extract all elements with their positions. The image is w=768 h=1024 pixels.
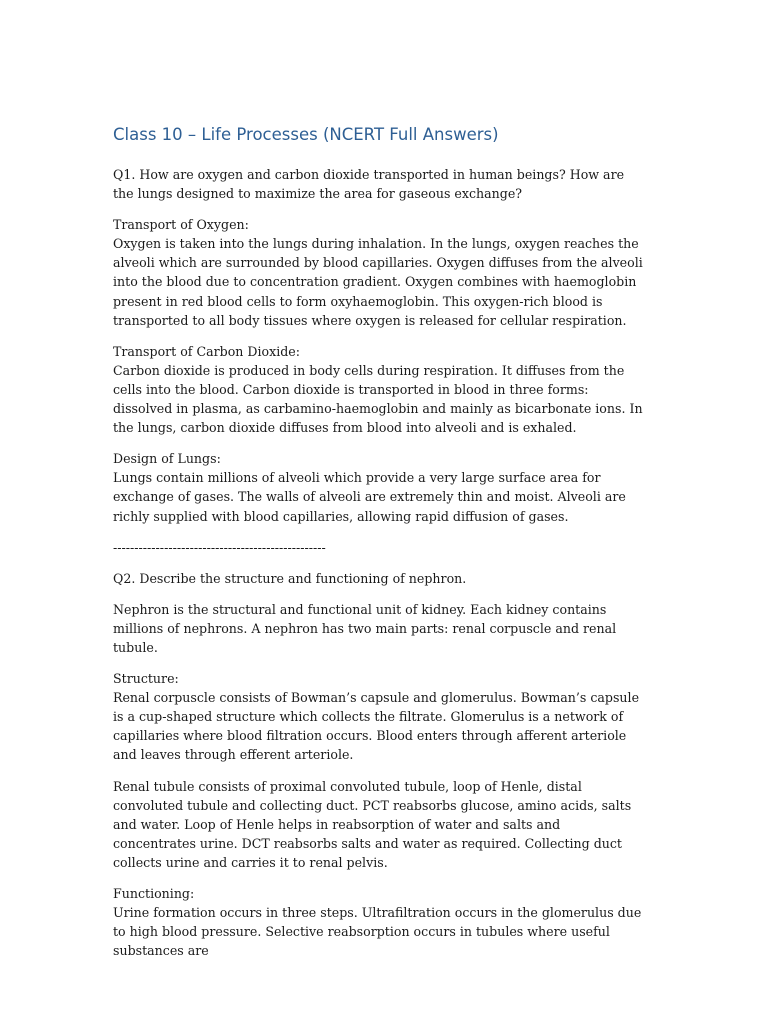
nephron-intro: Nephron is the structural and functional unit of kidney. Each kidney contains millions of nephrons. A nephron has two main parts: renal corpuscle and renal tubule. [113, 601, 617, 655]
oxygen-heading: Transport of Oxygen: [113, 217, 249, 233]
functioning-text: Urine formation occurs in three steps. Ultrafiltration occurs in the glomerulus due to high blood pressure. Selective reabsorption occurs in tubules where useful substances are [113, 905, 642, 959]
co2-text: Carbon dioxide is produced in body cells during respiration. It diffuses from the cells into the blood. Carbon dioxide is transported in blood in three forms: dissolved in plasma, as carbamino-haemoglobin and mainly as bicarbonate ions. In the lungs, carbon dioxide diffuses from blood into alveoli and is exhaled. [113, 362, 643, 436]
separator-line: -------------------------------------------------- [113, 539, 326, 555]
document-body [113, 124, 643, 972]
q2-question: Q2. Describe the structure and functioning of nephron. [113, 570, 467, 586]
q1-question: Q1. How are oxygen and carbon dioxide transported in human beings? How are the lungs designed to maximize the area for gaseous exchange? [113, 167, 625, 202]
tubule-paragraph: Renal tubule consists of proximal convoluted tubule, loop of Henle, distal convoluted tubule and collecting duct. PCT reabsorbs glucose, amino acids, salts and water. Loop of Henle helps in reabsorption of water and salts and concentrates urine. DCT reabsorbs salts and water as required. Collecting duct collects urine and carries it to renal pelvis. [113, 778, 632, 870]
structure-heading: Structure: [113, 671, 179, 687]
structure-text: Renal corpuscle consists of Bowman’s capsule and glomerulus. Bowman’s capsule is a cup-shaped structure which collects the filtrate. Glomerulus is a network of capillaries where blood filtration occurs. Blood enters through afferent arteriole and leaves through efferent arteriole. [113, 690, 640, 763]
co2-section [113, 342, 643, 437]
co2-heading: Transport of Carbon Dioxide: [113, 343, 300, 359]
functioning-heading: Functioning: [113, 886, 195, 901]
document-title: Class 10 – Life Processes (NCERT Full Answers) [113, 125, 499, 144]
lungs-section [113, 449, 643, 525]
lungs-heading: Design of Lungs: [113, 451, 221, 467]
functioning-section [113, 884, 643, 960]
oxygen-text: Oxygen is taken into the lungs during inhalation. In the lungs, oxygen reaches the alveoli which are surrounded by blood capillaries. Oxygen diffuses from the alveoli into the blood due to concentration gradient. Oxygen combines with haemoglobin present in red blood cells to form oxyhaemoglobin. This oxygen-rich blood is transported to all body tissues where oxygen is released for cellular respiration. [113, 236, 643, 328]
oxygen-section [113, 215, 643, 330]
structure-section [113, 669, 643, 764]
lungs-text: Lungs contain millions of alveoli which provide a very large surface area for exchange of gases. The walls of alveoli are extremely thin and moist. Alveoli are richly supplied with blood capillaries, allowing rapid diffusion of gases. [113, 470, 626, 524]
